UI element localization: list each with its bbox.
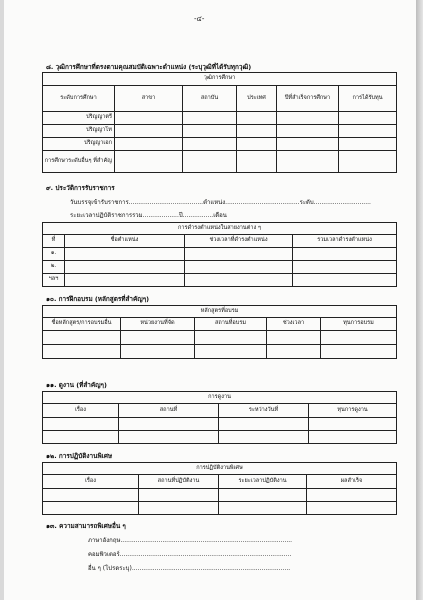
row-master: ปริญญาโท xyxy=(43,125,115,138)
training-group-header: หลักสูตรที่อบรม xyxy=(43,306,397,318)
position-row-2: ๒. xyxy=(43,261,65,274)
col-visit-topic: เรื่อง xyxy=(43,404,119,418)
col-work-topic: เรื่อง xyxy=(43,475,139,489)
special-work-table xyxy=(42,462,397,515)
col-position-name: ชื่อตำแหน่ง xyxy=(65,235,185,248)
col-period: ช่วงเวลาที่ดำรงตำแหน่ง xyxy=(185,235,293,248)
section-10-heading: ๑๐. การฝึกอบรม (หลักสูตรที่สำคัญๆ) xyxy=(46,295,150,303)
section-12-heading: ๑๒. การปฏิบัติงานพิเศษ xyxy=(46,452,113,460)
col-no: ที่ xyxy=(43,235,65,248)
skill-computer-line: คอมพิวเตอร์.......................................................................................... xyxy=(88,551,292,558)
page-edge-shadow xyxy=(416,0,423,600)
col-course-name: ชื่อหลักสูตร/การอบรมอื่น xyxy=(43,318,121,331)
col-major: สาขา xyxy=(115,86,183,112)
skill-other-line: อื่น ๆ (โปรดระบุ)................................................................................... xyxy=(88,565,291,572)
col-work-place: สถานที่ปฏิบัติงาน xyxy=(139,475,219,489)
special-work-group-header: การปฏิบัติงานพิเศษ xyxy=(43,463,397,475)
col-training-period: ช่วงเวลา xyxy=(267,318,321,331)
col-visit-place: สถานที่ xyxy=(119,404,219,418)
col-total-time: รวมเวลาดำรงตำแหน่ง xyxy=(293,235,397,248)
section-9-heading: ๙. ประวัติการรับราชการ xyxy=(46,184,115,192)
col-training-venue: สถานที่อบรม xyxy=(195,318,267,331)
col-training-fund: ทุนการอบรม xyxy=(321,318,397,331)
study-visit-table xyxy=(42,391,397,444)
col-organizer: หน่วยงานที่จัด xyxy=(121,318,195,331)
section-8-heading: ๘. วุฒิการศึกษาที่ตรงตามคุณสมบัติเฉพาะตำแหน่ง (ระบุวุฒิที่ได้รับทุกวุฒิ) xyxy=(46,63,252,71)
position-row-etc: ฯลฯ xyxy=(43,274,65,287)
col-institution: สถาบัน xyxy=(183,86,237,112)
service-duration-line: ระยะเวลาปฏิบัติราชการรวม...................ปี................เดือน xyxy=(70,212,227,219)
row-bachelor: ปริญญาตรี xyxy=(43,112,115,125)
col-visit-fund: ทุนการดูงาน xyxy=(309,404,397,418)
positions-group-header: การดำรงตำแหน่งในสายงานต่าง ๆ xyxy=(43,223,397,235)
education-group-header: วุฒิการศึกษา xyxy=(43,73,397,86)
col-graduation-year: ปีที่สำเร็จการศึกษา xyxy=(277,86,339,112)
section-13-heading: ๑๓. ความสามารถพิเศษอื่น ๆ xyxy=(46,522,126,530)
skill-english-line: ภาษาอังกฤษ.......................................................................................... xyxy=(88,537,293,544)
col-work-result: ผลสำเร็จ xyxy=(307,475,397,489)
positions-table xyxy=(42,222,397,287)
study-visit-group-header: การดูงาน xyxy=(43,392,397,404)
col-country: ประเทศ xyxy=(237,86,277,112)
col-level: ระดับการศึกษา xyxy=(43,86,115,112)
education-table xyxy=(42,72,397,173)
section-11-heading: ๑๑. ดูงาน (ที่สำคัญๆ) xyxy=(46,381,107,389)
training-table xyxy=(42,305,397,359)
appointment-line: วันบรรจุเข้ารับราชการ.......................................ตำแหน่ง.......................................ระดับ.............................. xyxy=(70,199,371,206)
col-scholarship: การได้รับทุน xyxy=(339,86,397,112)
col-work-duration: ระยะเวลาปฏิบัติงาน xyxy=(219,475,307,489)
page-number: -๔- xyxy=(194,15,205,23)
position-row-1: ๑. xyxy=(43,248,65,261)
col-visit-dates: ระหว่างวันที่ xyxy=(219,404,309,418)
row-other-education: การศึกษาระดับอื่นๆ ที่สำคัญ xyxy=(43,151,115,173)
document-page xyxy=(4,0,416,600)
row-doctorate: ปริญญาเอก xyxy=(43,138,115,151)
